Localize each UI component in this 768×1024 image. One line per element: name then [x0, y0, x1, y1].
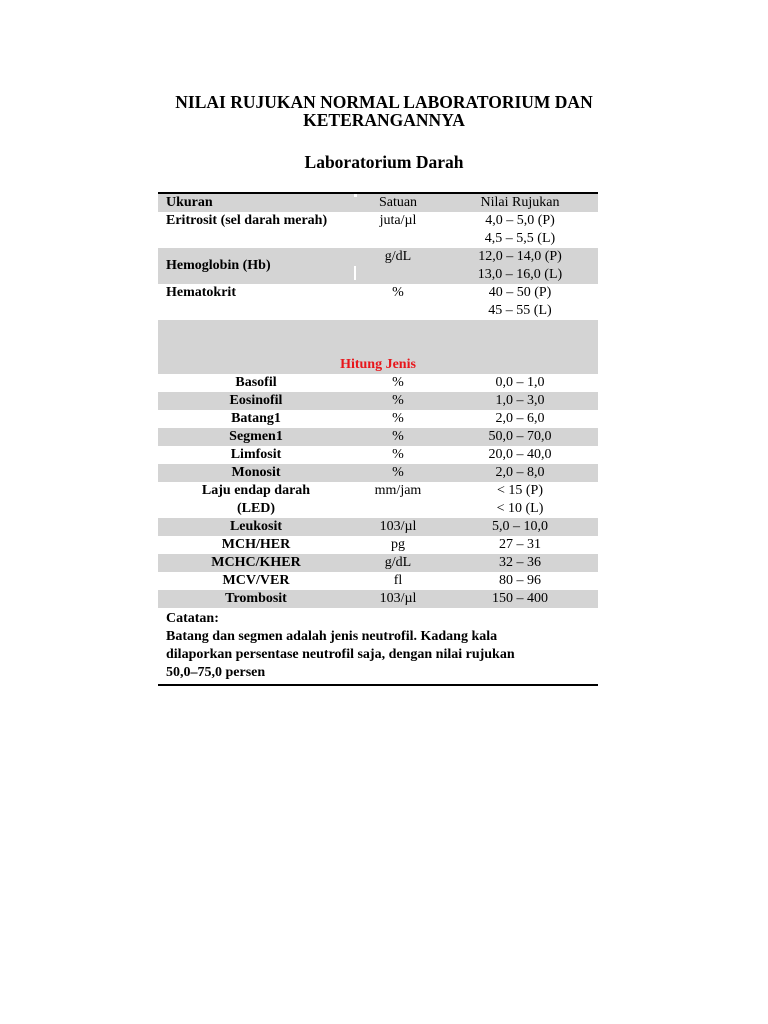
row-unit: fl — [393, 573, 403, 588]
row-name: Trombosit — [225, 591, 287, 606]
row-ref: 1,0 – 3,0 — [495, 393, 545, 408]
row-ref: 0,0 – 1,0 — [495, 375, 545, 390]
ref-male: < 10 (L) — [496, 501, 544, 516]
row-unit: % — [392, 393, 404, 408]
title-line-1: NILAI RUJUKAN NORMAL LABORATORIUM DAN — [175, 92, 593, 112]
row-ref: 150 – 400 — [492, 591, 548, 606]
table-row — [158, 482, 598, 518]
row-unit: g/dL — [384, 249, 412, 264]
table-row — [158, 446, 598, 464]
ref-male: 45 – 55 (L) — [488, 303, 552, 318]
header-ukuran: Ukuran — [166, 195, 213, 210]
row-name — [158, 482, 354, 518]
row-ref: 50,0 – 70,0 — [488, 429, 552, 444]
row-ref: 5,0 – 10,0 — [492, 519, 548, 534]
row-unit: % — [392, 285, 404, 300]
note-line-1: Batang dan segmen adalah jenis neutrofil. Kadang kala — [166, 629, 498, 644]
ref-male: 4,5 – 5,5 (L) — [484, 231, 556, 246]
row-name: Monosit — [231, 465, 281, 480]
led-name-line-1: Laju endap darah — [201, 483, 311, 498]
row-name: MCH/HER — [221, 537, 291, 552]
row-ref — [442, 482, 598, 518]
table-row — [158, 464, 598, 482]
row-unit: % — [392, 465, 404, 480]
row-ref: 20,0 – 40,0 — [488, 447, 552, 462]
table-row — [158, 572, 598, 590]
table-row — [158, 428, 598, 446]
row-name: Batang1 — [231, 411, 281, 426]
row-name: Leukosit — [229, 519, 283, 534]
reference-table — [158, 192, 598, 686]
section-title: Laboratorium Darah — [304, 152, 464, 172]
row-name: Segmen1 — [229, 429, 283, 444]
table-header — [158, 194, 598, 212]
table-note — [158, 608, 598, 684]
title-line-2: KETERANGANNYA — [303, 110, 465, 130]
row-unit: juta/µl — [379, 213, 417, 228]
row-name: Basofil — [235, 375, 277, 390]
row-ref: 2,0 – 8,0 — [495, 465, 545, 480]
row-name: Limfosit — [230, 447, 282, 462]
table-row — [158, 554, 598, 572]
row-name: Hemoglobin (Hb) — [166, 258, 271, 273]
table-row — [158, 590, 598, 608]
row-ref — [442, 212, 598, 248]
led-name-line-2: (LED) — [236, 501, 276, 516]
note-label: Catatan: — [166, 611, 219, 626]
row-ref: 2,0 – 6,0 — [495, 411, 545, 426]
row-unit: mm/jam — [374, 483, 422, 498]
table-row — [158, 536, 598, 554]
table-row — [158, 410, 598, 428]
document-title — [130, 93, 638, 129]
table-row — [158, 284, 598, 320]
row-unit: % — [392, 447, 404, 462]
row-ref: 27 – 31 — [499, 537, 541, 552]
row-ref — [442, 284, 598, 320]
section-hitung-jenis — [158, 320, 598, 374]
row-name: MCV/VER — [222, 573, 290, 588]
row-ref: 32 – 36 — [499, 555, 541, 570]
row-unit: % — [392, 375, 404, 390]
ref-female: 40 – 50 (P) — [488, 285, 552, 300]
row-unit: 103/µl — [379, 591, 417, 606]
table-row — [158, 212, 598, 248]
note-line-3: 50,0–75,0 persen — [166, 665, 266, 680]
ref-female: < 15 (P) — [496, 483, 543, 498]
table-row — [158, 248, 598, 284]
row-unit: g/dL — [384, 555, 412, 570]
table-row — [158, 374, 598, 392]
table-row — [158, 518, 598, 536]
row-unit: pg — [391, 537, 405, 552]
row-ref: 80 – 96 — [499, 573, 541, 588]
ref-female: 4,0 – 5,0 (P) — [485, 213, 555, 228]
ref-male: 13,0 – 16,0 (L) — [477, 267, 563, 282]
row-name: Eritrosit (sel darah merah) — [166, 213, 328, 228]
row-ref — [442, 248, 598, 284]
row-name: MCHC/KHER — [211, 555, 301, 570]
row-unit: % — [392, 411, 404, 426]
row-name: Hematokrit — [166, 285, 236, 300]
row-unit: 103/µl — [379, 519, 417, 534]
table-row — [158, 392, 598, 410]
ref-female: 12,0 – 14,0 (P) — [478, 249, 562, 264]
header-nilai-rujukan: Nilai Rujukan — [480, 195, 560, 210]
note-line-2: dilaporkan persentase neutrofil saja, dengan nilai rujukan — [166, 647, 515, 662]
row-name: Eosinofil — [229, 393, 283, 408]
header-satuan: Satuan — [378, 195, 418, 210]
row-unit: % — [392, 429, 404, 444]
section-label: Hitung Jenis — [340, 357, 416, 372]
